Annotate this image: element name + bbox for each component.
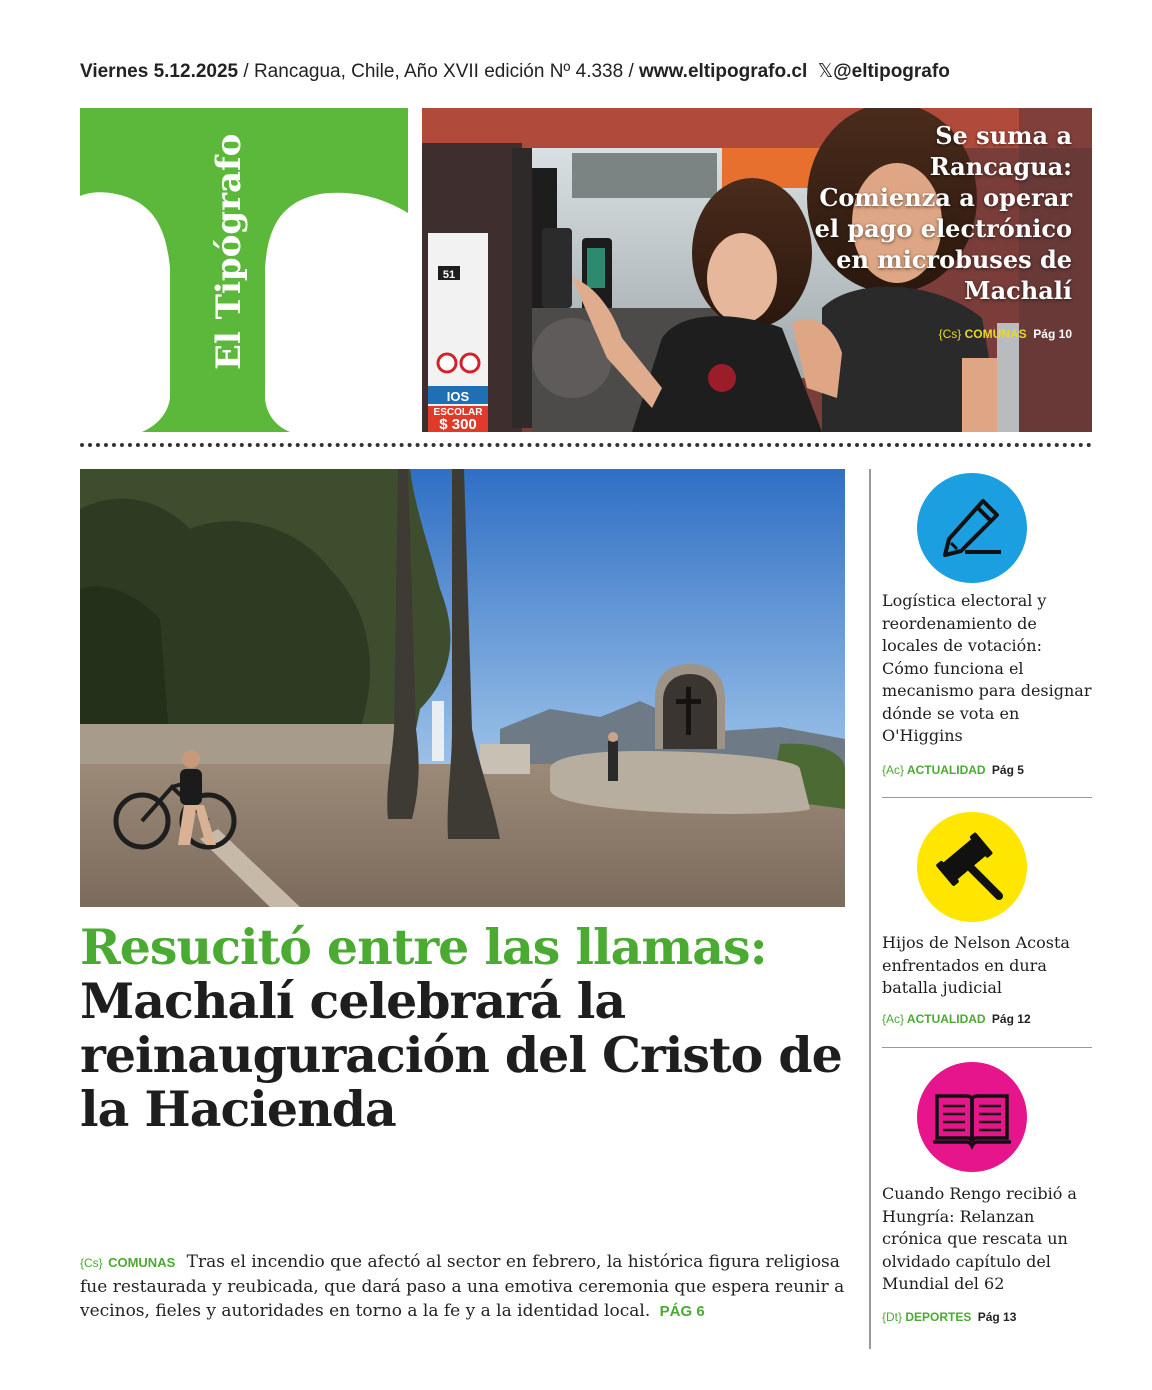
pen-icon [917, 473, 1027, 583]
svg-text:$ 300: $ 300 [439, 416, 477, 432]
section-name: ACTUALIDAD [906, 763, 986, 777]
social-handle-link[interactable]: @eltipografo [833, 61, 950, 82]
sidebar-story-title[interactable]: Cuando Rengo recibió a Hungría: Relanzan crónica que rescata un olvidado capítulo del Mundial del 62 [882, 1184, 1077, 1293]
section-name: ACTUALIDAD [906, 1012, 986, 1026]
sidebar-story-judicial[interactable] [882, 812, 1092, 1037]
section-code: {Dt} [882, 1310, 903, 1324]
logo-wordmark: El Tipógrafo [209, 133, 249, 370]
lead-story-lede [80, 1250, 845, 1324]
edition-info: / Rancagua, Chile, Año XVII edición Nº 4.338 / [238, 61, 640, 82]
svg-text:IOS: IOS [446, 389, 470, 404]
issue-date: Viernes 5.12.2025 [80, 61, 239, 82]
page-ref: Pág 5 [991, 763, 1024, 777]
website-link[interactable]: www.eltipografo.cl [639, 61, 808, 82]
masthead-logo[interactable] [80, 108, 408, 432]
lead-story-section[interactable]: COMUNAS [108, 1255, 176, 1270]
lead-story-kicker: Resucitó entre las llamas: [80, 918, 767, 976]
book-icon [917, 1062, 1027, 1172]
top-story-headline[interactable]: Se suma a Rancagua: Comienza a operar el pago electrónico en microbuses de Machalí [814, 121, 1072, 305]
sidebar-story-title[interactable]: Hijos de Nelson Acosta enfrentados en dura batalla judicial [882, 933, 1070, 997]
svg-text:51: 51 [442, 269, 456, 281]
sidebar-divider [882, 797, 1092, 798]
lead-story-headline[interactable] [80, 920, 845, 1136]
sidebar-section-tag[interactable] [882, 1310, 1016, 1324]
svg-text:ESCOLAR: ESCOLAR [433, 407, 483, 418]
sidebar-story-deportes[interactable] [882, 1062, 1092, 1330]
section-code: {Cs} [80, 1256, 103, 1270]
section-code: {Ac} [882, 763, 905, 777]
sidebar-divider [882, 1047, 1092, 1048]
sidebar-section-tag[interactable] [882, 1012, 1031, 1026]
page-ref: Pág 10 [1033, 327, 1072, 341]
top-story-card[interactable] [422, 108, 1092, 432]
section-code: {Ac} [882, 1012, 905, 1026]
lede-text: Tras el incendio que afectó al sector en febrero, la histórica figura religiosa fue restaurada y reubicada, que dará paso a una emotiva ceremonia que espera reunir a vecinos, fieles y autoridades en torno a la fe y a la identidad local. [80, 1252, 845, 1321]
dotted-divider [80, 443, 1092, 447]
dateline [80, 60, 1092, 83]
lead-story-page-ref[interactable]: PÁG 6 [659, 1303, 705, 1320]
sidebar-story-title[interactable]: Logística electoral y reordenamiento de locales de votación: Cómo funciona el mecanismo para designar dónde se vota en O'Higgins [882, 591, 1092, 745]
top-story-section-tag[interactable] [939, 327, 1072, 341]
section-name: COMUNAS [964, 327, 1027, 341]
cristo-de-la-hacienda-photo[interactable] [80, 469, 845, 907]
lead-story-title: Machalí celebrará la reinauguración del Cristo de la Hacienda [80, 972, 842, 1138]
column-divider [869, 469, 871, 1349]
sidebar-story-electoral[interactable] [882, 473, 1092, 793]
sidebar-section-tag[interactable] [882, 763, 1024, 777]
logo-t-shape [80, 108, 408, 432]
x-icon: 𝕏 [817, 61, 834, 82]
page-ref: Pág 12 [991, 1012, 1031, 1026]
section-code: {Cs} [938, 327, 962, 341]
section-name: DEPORTES [905, 1310, 972, 1324]
gavel-icon [917, 812, 1027, 922]
page-ref: Pág 13 [977, 1310, 1017, 1324]
